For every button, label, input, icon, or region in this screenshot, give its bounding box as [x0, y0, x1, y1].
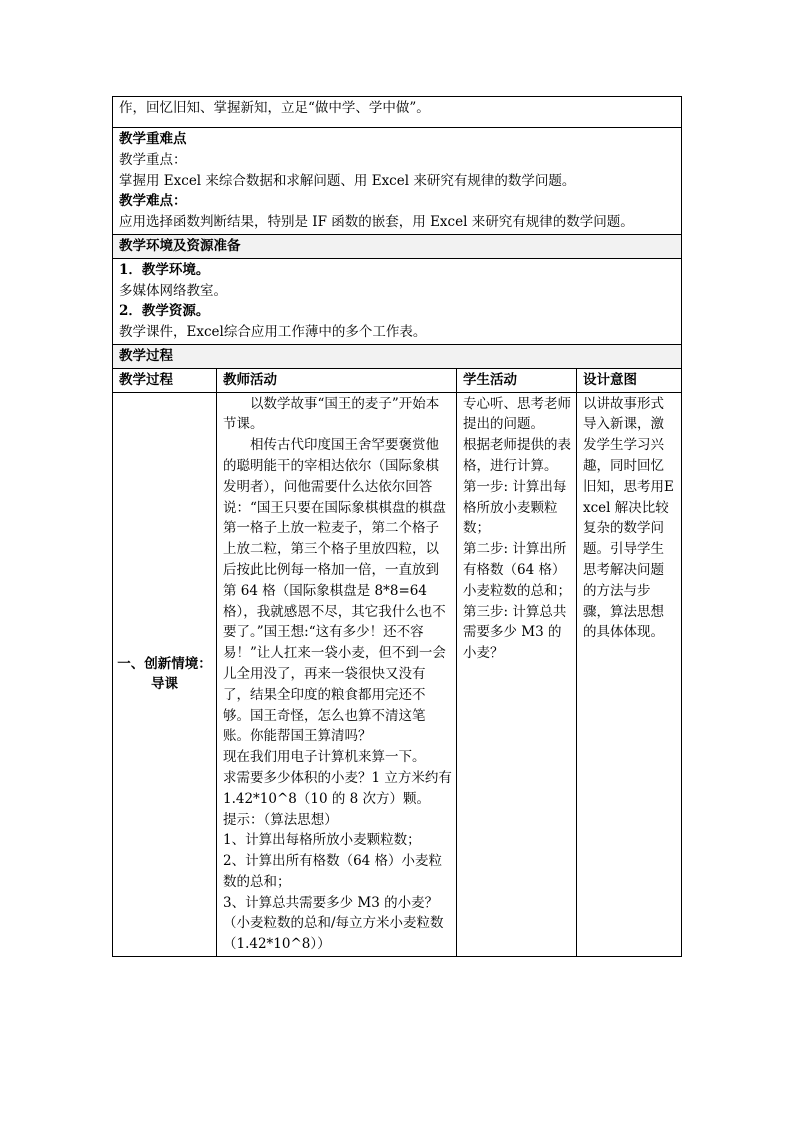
- teacher-paragraph: 求需要多少体积的小麦？1 立方米约有 1.42*10^8（10 的 8 次方）颗。: [223, 769, 452, 807]
- resources-label: 2．教学资源。: [119, 303, 210, 320]
- key-difficult-cell: [113, 128, 682, 235]
- teacher-paragraph: 以数学故事“国王的麦子”开始本节课。: [223, 395, 440, 433]
- design-intent-cell: [577, 392, 682, 957]
- environment-text: 多媒体网络教室。: [119, 282, 227, 299]
- student-paragraph: 第三步: 计算总共需要多少 M3 的小麦？: [463, 603, 567, 662]
- column-header-intent: 设计意图: [577, 368, 682, 392]
- lesson-plan-page: [112, 96, 681, 957]
- process-row-intro: [113, 392, 682, 957]
- key-point-label: 教学重点：: [119, 151, 187, 168]
- environment-heading-row: [113, 234, 682, 258]
- teacher-paragraph: 现在我们用电子计算机来算一下。: [223, 749, 426, 766]
- column-header-student: 学生活动: [457, 368, 577, 392]
- teacher-paragraph: 1、计算出每格所放小麦颗粒数；: [223, 832, 421, 849]
- stage-cell: [113, 392, 217, 957]
- student-activity-cell: [457, 392, 577, 957]
- lesson-plan-table: [112, 96, 682, 957]
- resources-text: 教学课件，Excel综合应用工作薄中的多个工作表。: [119, 324, 427, 341]
- student-paragraph: 专心听、思考老师提出的问题。: [463, 395, 571, 433]
- process-heading-row: [113, 344, 682, 368]
- intro-line: 作，回忆旧知、掌握新知，立足“做中学、学中做”。: [119, 100, 430, 116]
- difficult-point-label: 教学难点：: [119, 193, 187, 210]
- teacher-activity-cell: [217, 392, 457, 957]
- intro-row: [113, 97, 682, 128]
- student-paragraph: 第一步: 计算出每格所放小麦颗粒数；: [463, 478, 567, 537]
- stage-label: 一、创新情境：导课: [117, 655, 212, 693]
- column-header-teacher: 教师活动: [217, 368, 457, 392]
- difficult-point-text: 应用选择函数判断结果，特别是 IF 函数的嵌套，用 Excel 来研究有规律的数学问题。: [119, 214, 634, 231]
- key-point-text: 掌握用 Excel 来综合数据和求解问题、用 Excel 来研究有规律的数学问题。: [119, 172, 576, 189]
- student-paragraph: 根据老师提供的表格，进行计算。: [463, 437, 571, 474]
- environment-cell: [113, 258, 682, 344]
- teacher-paragraph: 3、计算总共需要多少 M3 的小麦？（小麦粒数的总和/每立方米小麦粒数（1.42*10^8））: [223, 894, 444, 953]
- key-difficult-heading: 教学重难点: [119, 131, 187, 147]
- teacher-paragraph: 2、计算出所有格数（64 格）小麦粒数的总和；: [223, 853, 443, 890]
- key-difficult-row: [113, 128, 682, 235]
- process-heading: 教学过程: [113, 344, 682, 368]
- column-header-stage: 教学过程: [113, 368, 217, 392]
- intro-cell: [113, 97, 682, 128]
- student-paragraph: 第二步: 计算出所有格数（64 格）小麦粒数的总和；: [463, 541, 571, 599]
- environment-label: 1．教学环境。: [119, 261, 210, 278]
- teacher-paragraph: 相传古代印度国王舍罕要褒赏他的聪明能干的宰相达依尔（国际象棋发明者），问他需要什么达依尔回答说：“国王只要在国际象棋棋盘的棋盘第一格子上放一粒麦子，第二个格子上放二粒，第三个格子里放四粒，以后按此比例每一格加一倍，一直放到第 64 格（国际象棋盘是 8*8=64 格），我就感恩不尽，其它我什么也不要了。”国王想:“这有多少！还不容易！”让人扛来一袋小麦，但不到一会儿全用没了，再来一袋很快又没有了，结果全印度的粮食都用完还不够。国王奇怪，怎么也算不清这笔账。你能帮国王算清吗？: [223, 437, 446, 745]
- teacher-paragraph: 提示：（算法思想）: [223, 811, 338, 828]
- environment-heading: 教学环境及资源准备: [113, 234, 682, 258]
- process-column-header-row: [113, 368, 682, 392]
- design-intent-text: 以讲故事形式导入新课，激发学生学习兴趣，同时回忆旧知，思考用Excel 解决比较复杂的数学问题。引导学生思考解决问题的方法与步骤，算法思想的具体体现。: [583, 395, 674, 641]
- environment-row: [113, 258, 682, 344]
